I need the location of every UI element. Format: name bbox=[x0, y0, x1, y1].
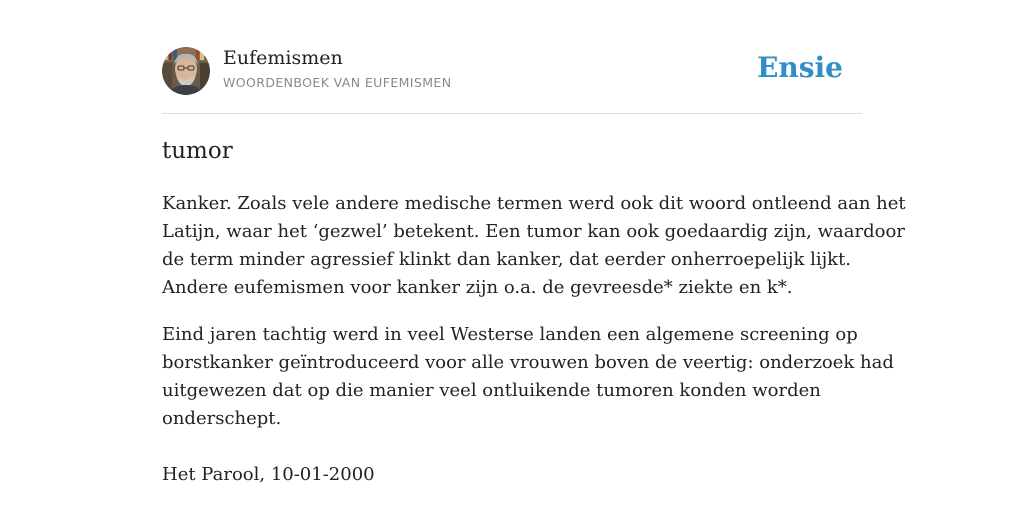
definition-line: Andere eufemismen voor kanker zijn o.a. de gevreesde* ziekte en k*. bbox=[162, 277, 793, 298]
definition-line: Latijn, waar het ‘gezwel’ betekent. Een tumor kan ook goedaardig zijn, waardoor bbox=[162, 221, 905, 242]
definition-paragraph bbox=[162, 190, 906, 302]
avatar-portrait-icon bbox=[162, 47, 210, 95]
definition-line: uitgewezen dat op die manier veel ontluikende tumoren konden worden bbox=[162, 380, 821, 401]
definition-line: de term minder agressief klinkt dan kanker, dat eerder onherroepelijk lijkt. bbox=[162, 249, 852, 270]
entry-header bbox=[162, 0, 862, 114]
entry-term: tumor bbox=[162, 138, 233, 164]
definition-paragraph bbox=[162, 321, 894, 433]
definition-line: Kanker. Zoals vele andere medische termen werd ook dit woord ontleend aan het bbox=[162, 193, 906, 214]
definition-line: Eind jaren tachtig werd in veel Westerse landen een algemene screening op bbox=[162, 324, 858, 345]
author-name[interactable]: Eufemismen bbox=[223, 47, 343, 69]
definition-line: borstkanker geïntroduceerd voor alle vrouwen boven de veertig: onderzoek had bbox=[162, 352, 894, 373]
entry-card bbox=[162, 0, 906, 485]
author-subtitle[interactable]: WOORDENBOEK VAN EUFEMISMEN bbox=[223, 75, 452, 90]
definition-line: onderschept. bbox=[162, 408, 282, 429]
entry-source: Het Parool, 10-01-2000 bbox=[162, 464, 375, 485]
brand-logo[interactable]: Ensie bbox=[757, 51, 843, 84]
author-avatar[interactable] bbox=[162, 47, 210, 95]
entry-definition bbox=[162, 190, 906, 452]
